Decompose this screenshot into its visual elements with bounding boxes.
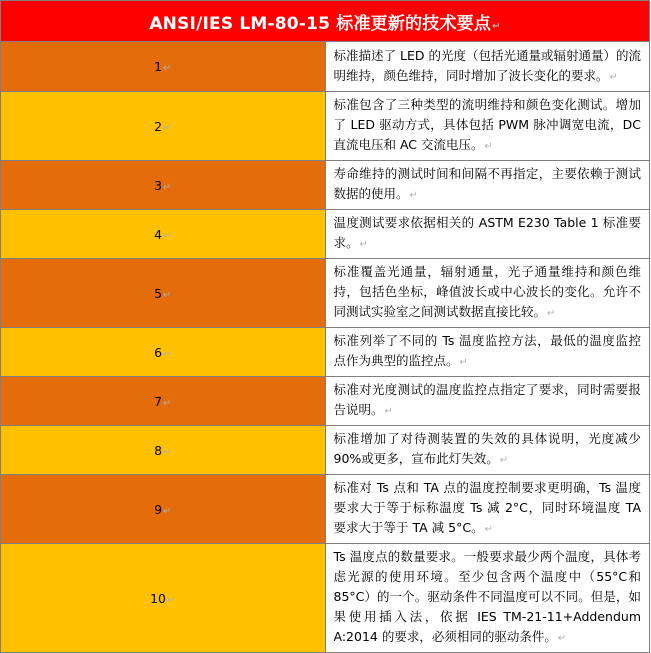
paragraph-mark-icon: ↵ (163, 446, 172, 458)
table-title-cell (1, 1, 650, 42)
row-text: 标准增加了对待测装置的失效的具体说明，光度减少 90%或更多，宣布此灯失效。↵ (325, 426, 650, 475)
paragraph-mark-icon: ↵ (547, 308, 556, 319)
table-row (1, 426, 650, 475)
row-text: 标准对光度测试的温度监控点指定了要求，同时需要报告说明。↵ (325, 377, 650, 426)
row-text: 标准对 Ts 点和 TA 点的温度控制要求更明确，Ts 温度要求大于等于标称温度 Ts 减 2°C，同时环境温度 TA 要求大于等于 TA 减 5°C。↵ (325, 475, 650, 544)
paragraph-mark-icon: ↵ (163, 348, 172, 360)
paragraph-mark-icon: ↵ (459, 357, 468, 368)
row-number: 9↵ (1, 475, 326, 544)
table-title: ANSI/IES LM-80-15 标准更新的技术要点 (149, 13, 492, 34)
row-number: 4↵ (1, 210, 326, 259)
paragraph-mark-icon: ↵ (557, 633, 567, 644)
paragraph-mark-icon: ↵ (409, 190, 418, 201)
table-row (1, 544, 650, 653)
table-row (1, 259, 650, 328)
table-row (1, 92, 650, 161)
row-number: 3↵ (1, 161, 326, 210)
row-number: 2↵ (1, 92, 326, 161)
row-text: 标准包含了三种类型的流明维持和颜色变化测试。增加了 LED 驱动方式，具体包括 PWM 脉冲调宽电流，DC 直流电压和 AC 交流电压。↵ (325, 92, 650, 161)
row-text: 寿命维持的测试时间和间隔不再指定，主要依赖于测试数据的使用。↵ (325, 161, 650, 210)
paragraph-mark-icon: ↵ (359, 239, 368, 250)
row-number: 10↵ (1, 544, 326, 653)
row-text: 标准列举了不同的 Ts 温度监控方法，最低的温度监控点作为典型的监控点。↵ (325, 328, 650, 377)
paragraph-mark-icon: ↵ (167, 594, 176, 606)
paragraph-mark-icon: ↵ (499, 455, 509, 466)
row-number: 6↵ (1, 328, 326, 377)
paragraph-mark-icon: ↵ (484, 141, 493, 152)
row-number: 7↵ (1, 377, 326, 426)
paragraph-mark-icon: ↵ (484, 524, 493, 535)
paragraph-mark-icon: ↵ (163, 63, 172, 74)
row-text: 标准描述了 LED 的光度（包括光通量或辐射通量）的流明维持，颜色维持，同时增加了波长变化的要求。↵ (325, 42, 650, 92)
row-text: 标准覆盖光通量，辐射通量，光子通量维持和颜色维持，包括色坐标，峰值波长或中心波长的变化。允许不同测试实验室之间测试数据直接比较。↵ (325, 259, 650, 328)
paragraph-mark-icon: ↵ (384, 406, 393, 417)
table-row (1, 210, 650, 259)
paragraph-mark-icon: ↵ (163, 505, 172, 517)
row-text: Ts 温度点的数量要求。一般要求最少两个温度，具体考虑光源的使用环境。至少包含两个温度中（55°C和 85°C）的一个。驱动条件不同温度可以不同。但是，如果使用插入法，依据 IES TM-21-11+Addendum A:2014 的要求，必须相同的驱动条件。↵ (325, 544, 650, 653)
paragraph-mark-icon: ↵ (163, 289, 172, 301)
paragraph-mark-icon: ↵ (163, 397, 172, 409)
table-row (1, 161, 650, 210)
paragraph-mark-icon: ↵ (163, 230, 172, 242)
table-row (1, 377, 650, 426)
paragraph-mark-icon: ↵ (163, 181, 172, 193)
row-text: 温度测试要求依据相关的 ASTM E230 Table 1 标准要求。↵ (325, 210, 650, 259)
paragraph-mark-icon: ↵ (163, 122, 172, 134)
paragraph-mark-icon: ↵ (609, 71, 618, 83)
table-row (1, 328, 650, 377)
paragraph-mark-icon: ↵ (492, 20, 501, 32)
row-number: 5↵ (1, 259, 326, 328)
title-row (1, 1, 650, 42)
table-row (1, 42, 650, 92)
row-number: 8↵ (1, 426, 326, 475)
table-row (1, 475, 650, 544)
row-number: 1↵ (1, 42, 326, 92)
